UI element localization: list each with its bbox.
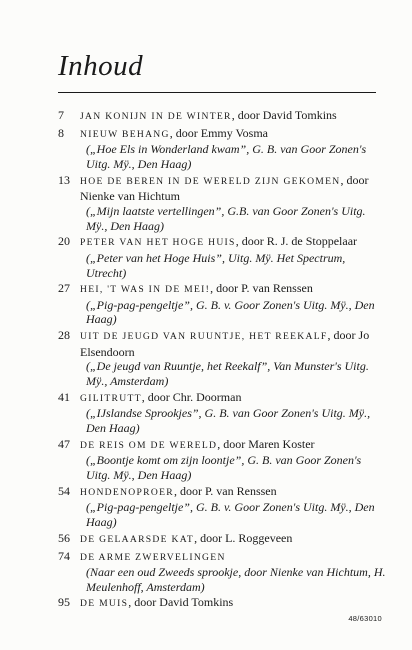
toc-entry bbox=[58, 234, 388, 280]
toc-page-number: 74 bbox=[58, 548, 70, 563]
toc-story-title: DE MUIS bbox=[80, 598, 129, 610]
toc-author: , door Emmy Vosma bbox=[169, 125, 268, 140]
toc-entry bbox=[58, 328, 388, 388]
toc-page-number: 8 bbox=[58, 125, 64, 140]
toc-page-number: 41 bbox=[58, 389, 70, 404]
toc-heading-line bbox=[80, 595, 388, 612]
toc-source: („Pig-pag-pengeltje”, G. B. v. Goor Zonen's Uitg. Mÿ., Den Haag) bbox=[86, 297, 375, 327]
toc-page-number: 54 bbox=[58, 483, 70, 498]
toc-source: (Naar een oud Zweeds sprookje, door Nienke van Hichtum, H. Meulenhoff, Amsterdam) bbox=[86, 565, 386, 594]
toc-story-title: HOE DE BEREN IN DE WERELD ZIJN GEKOMEN bbox=[80, 175, 341, 187]
toc-page-number: 7 bbox=[58, 108, 64, 122]
toc-author: , door R. J. de Stoppelaar bbox=[235, 234, 358, 249]
toc-story-title: NIEUW BEHANG bbox=[80, 128, 170, 140]
toc-heading-line bbox=[80, 549, 388, 566]
toc-author: , door David Tomkins bbox=[128, 595, 234, 610]
toc-author: , door P. van Renssen bbox=[210, 281, 313, 296]
toc-entry bbox=[58, 437, 388, 483]
toc-author: , door L. Roggeveen bbox=[194, 530, 293, 545]
toc-source: („De jeugd van Ruuntje, het Reekalf”, Van Munster's Uitg. Mÿ., Amsterdam) bbox=[86, 359, 369, 389]
toc-source: („Peter van het Hoge Huis”, Uitg. Mÿ. Het Spectrum, Utrecht) bbox=[86, 250, 346, 280]
toc-author: , door P. van Renssen bbox=[173, 483, 277, 498]
toc-entry bbox=[58, 595, 388, 612]
toc-page-number: 28 bbox=[58, 328, 70, 343]
toc-story-title: PETER VAN HET HOGE HUIS bbox=[80, 237, 236, 249]
toc-author: , door Chr. Doorman bbox=[141, 389, 242, 404]
page-title: Inhoud bbox=[58, 50, 144, 82]
toc-page-number: 20 bbox=[58, 234, 70, 249]
toc-heading-line bbox=[80, 108, 388, 125]
toc-story-title: HONDENOPROER bbox=[80, 486, 174, 498]
toc-entry bbox=[58, 281, 388, 327]
toc-heading-line bbox=[80, 328, 388, 359]
toc-story-title: JAN KONIJN IN DE WINTER bbox=[80, 111, 232, 122]
title-rule bbox=[58, 92, 376, 93]
toc-heading-line bbox=[80, 484, 388, 501]
toc-page-number: 13 bbox=[58, 172, 70, 187]
toc-source: („Boontje komt om zijn loontje”, G. B. van Goor Zonen's Uitg. Mÿ., Den Haag) bbox=[86, 453, 362, 482]
printer-code: 48/63010 bbox=[348, 614, 382, 623]
toc-source: („IJslandse Sprookjes”, G. B. van Goor Zonen's Uitg. Mÿ., Den Haag) bbox=[86, 406, 371, 435]
toc-entry bbox=[58, 126, 388, 172]
toc-source: („Pig-pag-pengeltje”, G. B. v. Goor Zonen's Uitg. Mÿ., Den Haag) bbox=[86, 500, 375, 529]
toc-heading-line bbox=[80, 173, 388, 204]
toc-page-number: 56 bbox=[58, 530, 70, 545]
toc-entry bbox=[58, 549, 388, 595]
toc-author: , door Nienke van Hichtum bbox=[80, 172, 369, 204]
toc-story-title: GILITRUTT bbox=[80, 392, 142, 404]
toc-source: („Hoe Els in Wonderland kwam”, G. B. van Goor Zonen's Uitg. Mÿ., Den Haag) bbox=[86, 142, 367, 171]
toc-author: , door Jo Elsendoorn bbox=[80, 328, 370, 359]
toc-heading-line bbox=[80, 390, 388, 407]
toc-story-title: DE ARME ZWERVELINGEN bbox=[80, 551, 226, 563]
table-of-contents bbox=[58, 108, 388, 613]
toc-page-number: 27 bbox=[58, 281, 70, 296]
toc-page-number: 47 bbox=[58, 436, 70, 451]
toc-author: , door David Tomkins bbox=[231, 108, 337, 122]
toc-entry bbox=[58, 484, 388, 530]
toc-heading-line bbox=[80, 234, 388, 251]
toc-story-title: DE GELAARSDE KAT bbox=[80, 533, 195, 545]
toc-entry bbox=[58, 531, 388, 548]
toc-heading-line bbox=[80, 531, 388, 548]
toc-entry bbox=[58, 108, 388, 125]
toc-entry bbox=[58, 390, 388, 436]
toc-story-title: DE REIS OM DE WERELD bbox=[80, 439, 218, 451]
toc-story-title: HEI, 'T WAS IN DE MEI! bbox=[80, 284, 211, 296]
toc-heading-line bbox=[80, 281, 388, 298]
toc-source: („Mijn laatste vertellingen”, G.B. van Goor Zonen's Uitg. Mÿ., Den Haag) bbox=[86, 203, 366, 233]
toc-page-number: 95 bbox=[58, 595, 70, 610]
toc-author: , door Maren Koster bbox=[217, 436, 315, 451]
toc-story-title: UIT DE JEUGD VAN RUUNTJE, HET REEKALF bbox=[80, 331, 328, 343]
toc-heading-line bbox=[80, 437, 388, 454]
toc-heading-line bbox=[80, 126, 388, 143]
toc-entry bbox=[58, 173, 388, 233]
